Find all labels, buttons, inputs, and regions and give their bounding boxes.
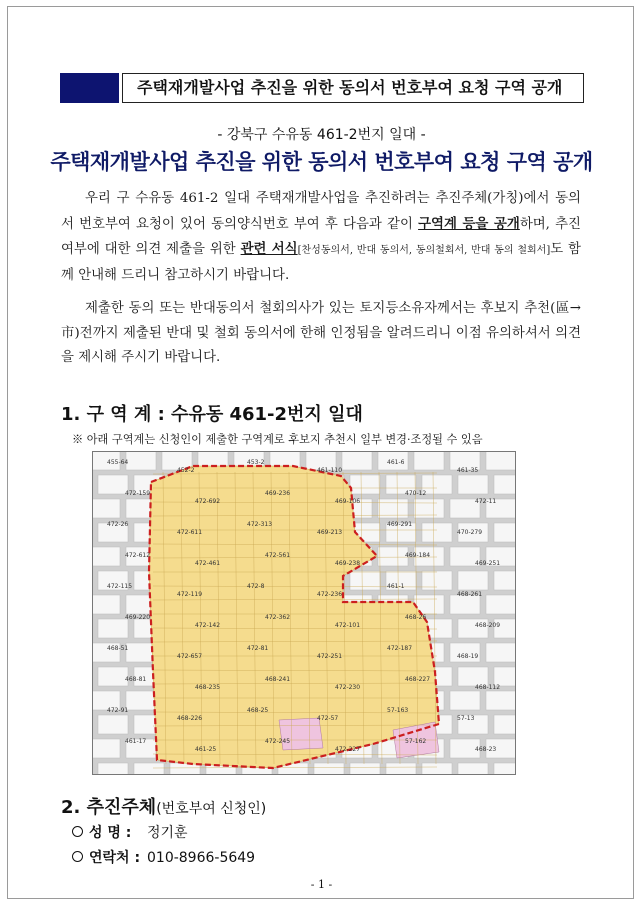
map-lot-label: 469-238 [335, 560, 361, 567]
contact-phone-label: 연락처 : [89, 850, 141, 866]
map-block [486, 643, 516, 662]
map-block [170, 763, 200, 775]
map-lot-label: 57-13 [457, 715, 475, 722]
map-block [98, 667, 128, 686]
map-lot-label: 472-26 [107, 521, 129, 528]
intro-highlight-boundary: 구역계 등을 공개 [418, 215, 520, 232]
map-lot-label: 468-19 [457, 653, 479, 660]
map-lot-label: 455-64 [107, 459, 129, 466]
map-lot-label: 468-261 [457, 591, 483, 598]
map-block [422, 523, 452, 542]
map-block [93, 547, 120, 566]
section2-heading [61, 793, 266, 819]
map-block [126, 691, 156, 710]
map-lot-label: 472-692 [195, 498, 221, 505]
map-lot-label: 472-115 [107, 583, 133, 590]
map-lot-label: 469-184 [405, 552, 431, 559]
map-block [386, 763, 416, 775]
map-lot-label: 452-2 [177, 467, 195, 474]
map-lot-label: 472-8 [247, 583, 265, 590]
map-block [422, 475, 452, 494]
map-block [378, 547, 408, 566]
map-block [486, 691, 516, 710]
zone-map [92, 451, 516, 775]
map-lot-label: 461-25 [195, 746, 217, 753]
map-lot-label: 472-230 [335, 684, 361, 691]
map-block [126, 452, 156, 470]
map-lot-label: 472-57 [317, 715, 339, 722]
map-block [494, 715, 516, 734]
map-lot-label: 469-236 [265, 490, 291, 497]
map-block [314, 763, 344, 775]
map-lot-label: 472-236 [317, 591, 343, 598]
map-block [458, 475, 488, 494]
map-lot-label: 469-213 [317, 529, 343, 536]
map-lot-label: 468-235 [195, 684, 221, 691]
map-block [486, 452, 516, 470]
map-block [98, 619, 128, 638]
map-lot-label: 472-142 [195, 622, 221, 629]
map-lot-label: 469-106 [335, 498, 361, 505]
map-lot-label: 469-220 [125, 614, 151, 621]
map-block [93, 499, 120, 518]
map-block [350, 763, 380, 775]
map-block [98, 763, 128, 775]
intro-forms-list: [찬성동의서, 반대 동의서, 동의철회서, 반대 동의 철회서] [297, 245, 551, 256]
map-lot-label: 472-245 [265, 738, 291, 745]
header-bar [60, 73, 584, 103]
map-lot-label: 468-209 [475, 622, 501, 629]
map-lot-label: 468-227 [405, 676, 431, 683]
bullet-circle-icon [72, 826, 83, 837]
map-block [422, 763, 452, 775]
map-block [98, 715, 128, 734]
map-block [350, 475, 380, 494]
map-lot-label: 472-611 [177, 529, 203, 536]
map-lot-label: 468-51 [107, 645, 129, 652]
map-lot-label: 472-91 [107, 707, 129, 714]
section1-heading: 1. 구 역 계 : 수유동 461-2번지 일대 [61, 404, 363, 425]
map-block [414, 452, 444, 470]
bullet-circle-icon [72, 851, 83, 862]
map-lot-label: 472-227 [335, 746, 361, 753]
withdrawal-paragraph: 제출한 동의 또는 반대동의서 철회의사가 있는 토지등소유자께서는 후보지 추천(區→市)전까지 제출된 반대 및 철회 동의서에 한해 인정됨을 알려드리니 이점 유의하셔서 의견을 제시해 주시기 바랍니다. [61, 301, 581, 365]
contact-name-value: 정기훈 [147, 825, 188, 841]
header-title: 주택재개발사업 추진을 위한 동의서 번호부여 요청 구역 공개 [122, 73, 584, 103]
map-lot-label: 472-561 [265, 552, 291, 559]
map-lot-label: 468-226 [177, 715, 203, 722]
map-lot-label: 468-81 [125, 676, 147, 683]
map-lot-label: 472-612 [125, 552, 151, 559]
map-lot-label: 469-251 [475, 560, 501, 567]
map-lot-label: 461-110 [317, 467, 343, 474]
map-lot-label: 472-159 [125, 490, 151, 497]
map-lot-label: 453-2 [247, 459, 265, 466]
map-lot-label: 461-6 [387, 459, 405, 466]
map-lot-label: 468-25 [247, 707, 269, 714]
section2-subtitle: (번호부여 신청인) [156, 801, 267, 817]
map-block [458, 763, 488, 775]
subtitle: - 강북구 수유동 461-2번지 일대 - [217, 127, 426, 143]
map-lot-label: 472-11 [475, 498, 497, 505]
map-lot-label: 472-251 [317, 653, 343, 660]
intro-highlight-forms: 관련 서식 [240, 241, 298, 257]
section1-note: ※ 아래 구역계는 신청인이 제출한 구역계로 후보지 추천시 일부 변경·조정될 수 있음 [72, 433, 483, 446]
map-lot-label: 470-279 [457, 529, 483, 536]
map-lot-label: 468-112 [475, 684, 501, 691]
intro-text-c: 하며, 추진여부에 대한 의견 제출을 위한 [61, 216, 581, 257]
zone-map-svg [93, 452, 516, 775]
map-lot-label: 472-362 [265, 614, 291, 621]
map-lot-label: 470-12 [405, 490, 427, 497]
map-lot-label: 468-23 [475, 746, 497, 753]
map-block [93, 595, 120, 614]
map-lot-label: 472-313 [247, 521, 273, 528]
header-accent-block [60, 73, 119, 103]
map-pink-parcel [279, 718, 323, 750]
map-lot-label: 469-291 [387, 521, 413, 528]
map-block [494, 571, 516, 590]
map-block [98, 475, 128, 494]
map-block [494, 763, 516, 775]
page-number: - 1 - [310, 878, 333, 891]
map-block [93, 739, 120, 758]
map-block [350, 571, 380, 590]
map-block [134, 763, 164, 775]
map-lot-label: 461-17 [125, 738, 147, 745]
contact-name-row [72, 822, 188, 842]
contact-phone-row [72, 847, 255, 867]
section2-title: 2. 추진주체 [61, 797, 157, 818]
intro-paragraph [61, 187, 581, 288]
map-lot-label: 472-461 [195, 560, 221, 567]
map-lot-label: 472-119 [177, 591, 203, 598]
map-lot-label: 468-26 [405, 614, 427, 621]
map-block [450, 691, 480, 710]
map-lot-label: 472-101 [335, 622, 361, 629]
map-lot-label: 472-187 [387, 645, 413, 652]
map-lot-label: 57-162 [405, 738, 427, 745]
intro-text-f: 도 함께 안내해 드리니 참고하시기 바랍니다. [61, 242, 581, 283]
main-title: 주택재개발사업 추진을 위한 동의서 번호부여 요청 구역 공개 [50, 150, 593, 174]
map-block [342, 452, 372, 470]
map-lot-label: 57-163 [387, 707, 409, 714]
map-block [494, 475, 516, 494]
map-lot-label: 472-657 [177, 653, 203, 660]
map-lot-label: 461-35 [457, 467, 479, 474]
intro-text-a: 우리 구 수유동 461-2 일대 주택재개발사업을 추진하려는 추진주체(가칭)에서 동의서 번호부여 요청이 있어 동의양식번호 부여 후 다음과 같이 [61, 191, 581, 232]
map-block [458, 571, 488, 590]
contact-name-label: 성 명 : [89, 825, 132, 841]
map-lot-label: 468-241 [265, 676, 291, 683]
contact-phone-value: 010-8966-5649 [147, 850, 256, 866]
map-lot-label: 461-1 [387, 583, 405, 590]
map-lot-label: 472-81 [247, 645, 269, 652]
map-block [486, 595, 516, 614]
map-block [494, 523, 516, 542]
